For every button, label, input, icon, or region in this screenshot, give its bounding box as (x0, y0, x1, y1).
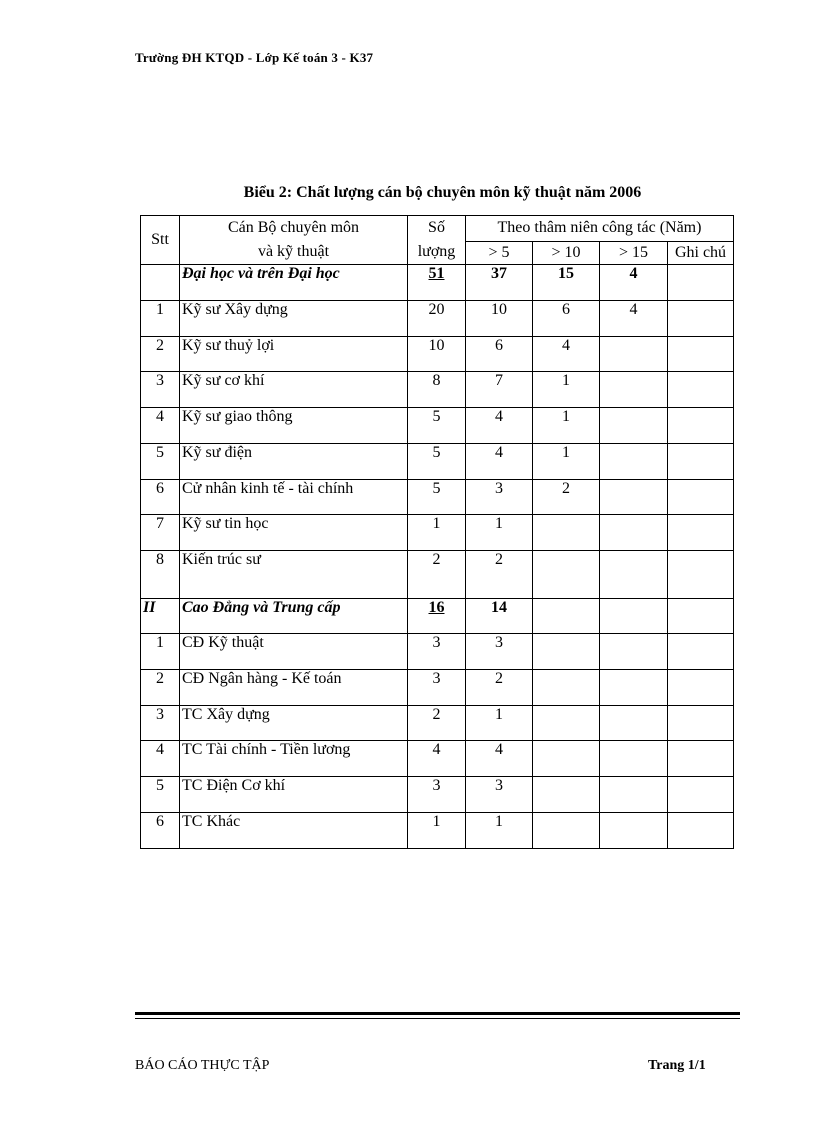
cell-qty: 3 (408, 634, 466, 670)
cell-note (668, 634, 734, 670)
cell-gt5: 7 (466, 372, 533, 408)
cell-stt: 4 (141, 741, 180, 777)
cell-name: Đại học và trên Đại học (180, 265, 408, 301)
cell-name: Cử nhân kinh tế - tài chính (180, 480, 408, 515)
cell-qty: 5 (408, 444, 466, 480)
cell-gt5: 14 (466, 599, 533, 634)
cell-gt10 (533, 777, 600, 813)
cell-note (668, 741, 734, 777)
cell-stt (141, 265, 180, 301)
col-header-gt10: > 10 (533, 241, 600, 264)
cell-gt10: 1 (533, 408, 600, 444)
table-row (141, 444, 734, 480)
cell-gt10 (533, 741, 600, 777)
cell-gt5: 4 (466, 444, 533, 480)
cell-qty: 3 (408, 777, 466, 813)
cell-qty: 1 (408, 515, 466, 551)
col-header-gt5: > 5 (466, 241, 533, 264)
cell-gt10: 1 (533, 444, 600, 480)
cell-gt10: 4 (533, 337, 600, 372)
cell-gt15 (600, 741, 668, 777)
cell-gt15 (600, 515, 668, 551)
table-row (141, 372, 734, 408)
cell-gt15: 4 (600, 301, 668, 337)
cell-qty: 5 (408, 408, 466, 444)
staff-quality-table (140, 215, 734, 849)
footer-divider-thin (135, 1018, 740, 1019)
cell-gt10 (533, 551, 600, 599)
cell-note (668, 515, 734, 551)
cell-name: Kỹ sư giao thông (180, 408, 408, 444)
col-header-quantity-line1: Số (428, 219, 445, 236)
cell-gt15 (600, 634, 668, 670)
col-header-seniority: Theo thâm niên công tác (Năm) (466, 216, 734, 242)
cell-note (668, 813, 734, 849)
table-row (141, 551, 734, 599)
cell-qty: 3 (408, 670, 466, 706)
cell-gt15 (600, 337, 668, 372)
col-header-staff (180, 216, 408, 265)
cell-gt10: 1 (533, 372, 600, 408)
col-header-quantity (408, 216, 466, 265)
col-header-note: Ghi chú (668, 241, 734, 264)
cell-gt15: 4 (600, 265, 668, 301)
cell-name: TC Xây dựng (180, 706, 408, 741)
col-header-gt15: > 15 (600, 241, 668, 264)
cell-note (668, 444, 734, 480)
cell-stt: 1 (141, 301, 180, 337)
cell-gt5: 3 (466, 634, 533, 670)
cell-gt10 (533, 599, 600, 634)
cell-stt: 2 (141, 670, 180, 706)
cell-stt: 2 (141, 337, 180, 372)
footer-report-label: BÁO CÁO THỰC TẬP (135, 1058, 270, 1073)
cell-name: Cao Đẳng và Trung cấp (180, 599, 408, 634)
cell-note (668, 480, 734, 515)
cell-name: Kỹ sư cơ khí (180, 372, 408, 408)
cell-gt15 (600, 480, 668, 515)
col-header-staff-line1: Cán Bộ chuyên môn (227, 219, 360, 236)
footer-divider-thick (135, 1012, 740, 1015)
cell-qty: 10 (408, 337, 466, 372)
cell-gt5: 2 (466, 551, 533, 599)
cell-stt: II (141, 599, 180, 634)
cell-gt5: 4 (466, 408, 533, 444)
cell-note (668, 670, 734, 706)
table-row (141, 301, 734, 337)
cell-stt: 5 (141, 777, 180, 813)
cell-name: TC Khác (180, 813, 408, 849)
cell-stt: 3 (141, 372, 180, 408)
table-row (141, 741, 734, 777)
cell-note (668, 372, 734, 408)
cell-note (668, 408, 734, 444)
cell-name: CĐ Ngân hàng - Kế toán (180, 670, 408, 706)
cell-gt10: 6 (533, 301, 600, 337)
cell-stt: 5 (141, 444, 180, 480)
cell-note (668, 301, 734, 337)
cell-note (668, 265, 734, 301)
cell-note (668, 551, 734, 599)
table-row (141, 670, 734, 706)
cell-gt15 (600, 706, 668, 741)
col-header-stt: Stt (141, 216, 180, 265)
cell-gt15 (600, 813, 668, 849)
cell-gt15 (600, 372, 668, 408)
cell-gt10 (533, 670, 600, 706)
cell-qty: 16 (408, 599, 466, 634)
cell-qty: 5 (408, 480, 466, 515)
cell-stt: 6 (141, 813, 180, 849)
cell-gt15 (600, 670, 668, 706)
table-row (141, 408, 734, 444)
cell-gt15 (600, 408, 668, 444)
col-header-staff-line2: và kỹ thuật (257, 243, 330, 260)
table-row (141, 813, 734, 849)
cell-gt10 (533, 813, 600, 849)
cell-gt15 (600, 551, 668, 599)
cell-gt5: 1 (466, 706, 533, 741)
cell-gt5: 4 (466, 741, 533, 777)
cell-stt: 7 (141, 515, 180, 551)
cell-gt15 (600, 444, 668, 480)
section-row (141, 599, 734, 634)
cell-gt5: 10 (466, 301, 533, 337)
cell-qty: 2 (408, 706, 466, 741)
cell-note (668, 337, 734, 372)
cell-qty: 1 (408, 813, 466, 849)
cell-gt5: 2 (466, 670, 533, 706)
footer-page-number: Trang 1/1 (648, 1058, 706, 1073)
cell-gt5: 37 (466, 265, 533, 301)
cell-stt: 8 (141, 551, 180, 599)
cell-name: Kỹ sư Xây dựng (180, 301, 408, 337)
cell-gt5: 3 (466, 777, 533, 813)
table-row (141, 706, 734, 741)
table-row (141, 634, 734, 670)
cell-gt5: 3 (466, 480, 533, 515)
cell-name: TC Tài chính - Tiền lương (180, 741, 408, 777)
cell-gt10 (533, 515, 600, 551)
cell-qty: 4 (408, 741, 466, 777)
table-row (141, 480, 734, 515)
cell-qty: 8 (408, 372, 466, 408)
cell-note (668, 777, 734, 813)
cell-note (668, 599, 734, 634)
cell-name: Kỹ sư tin học (180, 515, 408, 551)
cell-gt5: 6 (466, 337, 533, 372)
cell-gt5: 1 (466, 813, 533, 849)
cell-stt: 3 (141, 706, 180, 741)
table-title: Biểu 2: Chất lượng cán bộ chuyên môn kỹ thuật năm 2006 (243, 184, 642, 201)
cell-gt10: 15 (533, 265, 600, 301)
cell-stt: 4 (141, 408, 180, 444)
cell-qty: 20 (408, 301, 466, 337)
cell-stt: 6 (141, 480, 180, 515)
cell-qty: 2 (408, 551, 466, 599)
cell-gt5: 1 (466, 515, 533, 551)
cell-gt10 (533, 706, 600, 741)
cell-name: CĐ Kỹ thuật (180, 634, 408, 670)
cell-qty: 51 (408, 265, 466, 301)
cell-gt15 (600, 777, 668, 813)
table-row (141, 777, 734, 813)
table-row (141, 515, 734, 551)
cell-gt15 (600, 599, 668, 634)
cell-name: Kỹ sư thuỷ lợi (180, 337, 408, 372)
cell-note (668, 706, 734, 741)
cell-gt10: 2 (533, 480, 600, 515)
cell-stt: 1 (141, 634, 180, 670)
page-header: Trường ĐH KTQD - Lớp Kế toán 3 - K37 (135, 50, 374, 65)
cell-name: TC Điện Cơ khí (180, 777, 408, 813)
cell-name: Kiến trúc sư (180, 551, 408, 599)
cell-name: Kỹ sư điện (180, 444, 408, 480)
cell-gt10 (533, 634, 600, 670)
section-row (141, 265, 734, 301)
header-row-1 (141, 216, 734, 242)
table-row (141, 337, 734, 372)
col-header-quantity-line2: lượng (417, 243, 456, 260)
